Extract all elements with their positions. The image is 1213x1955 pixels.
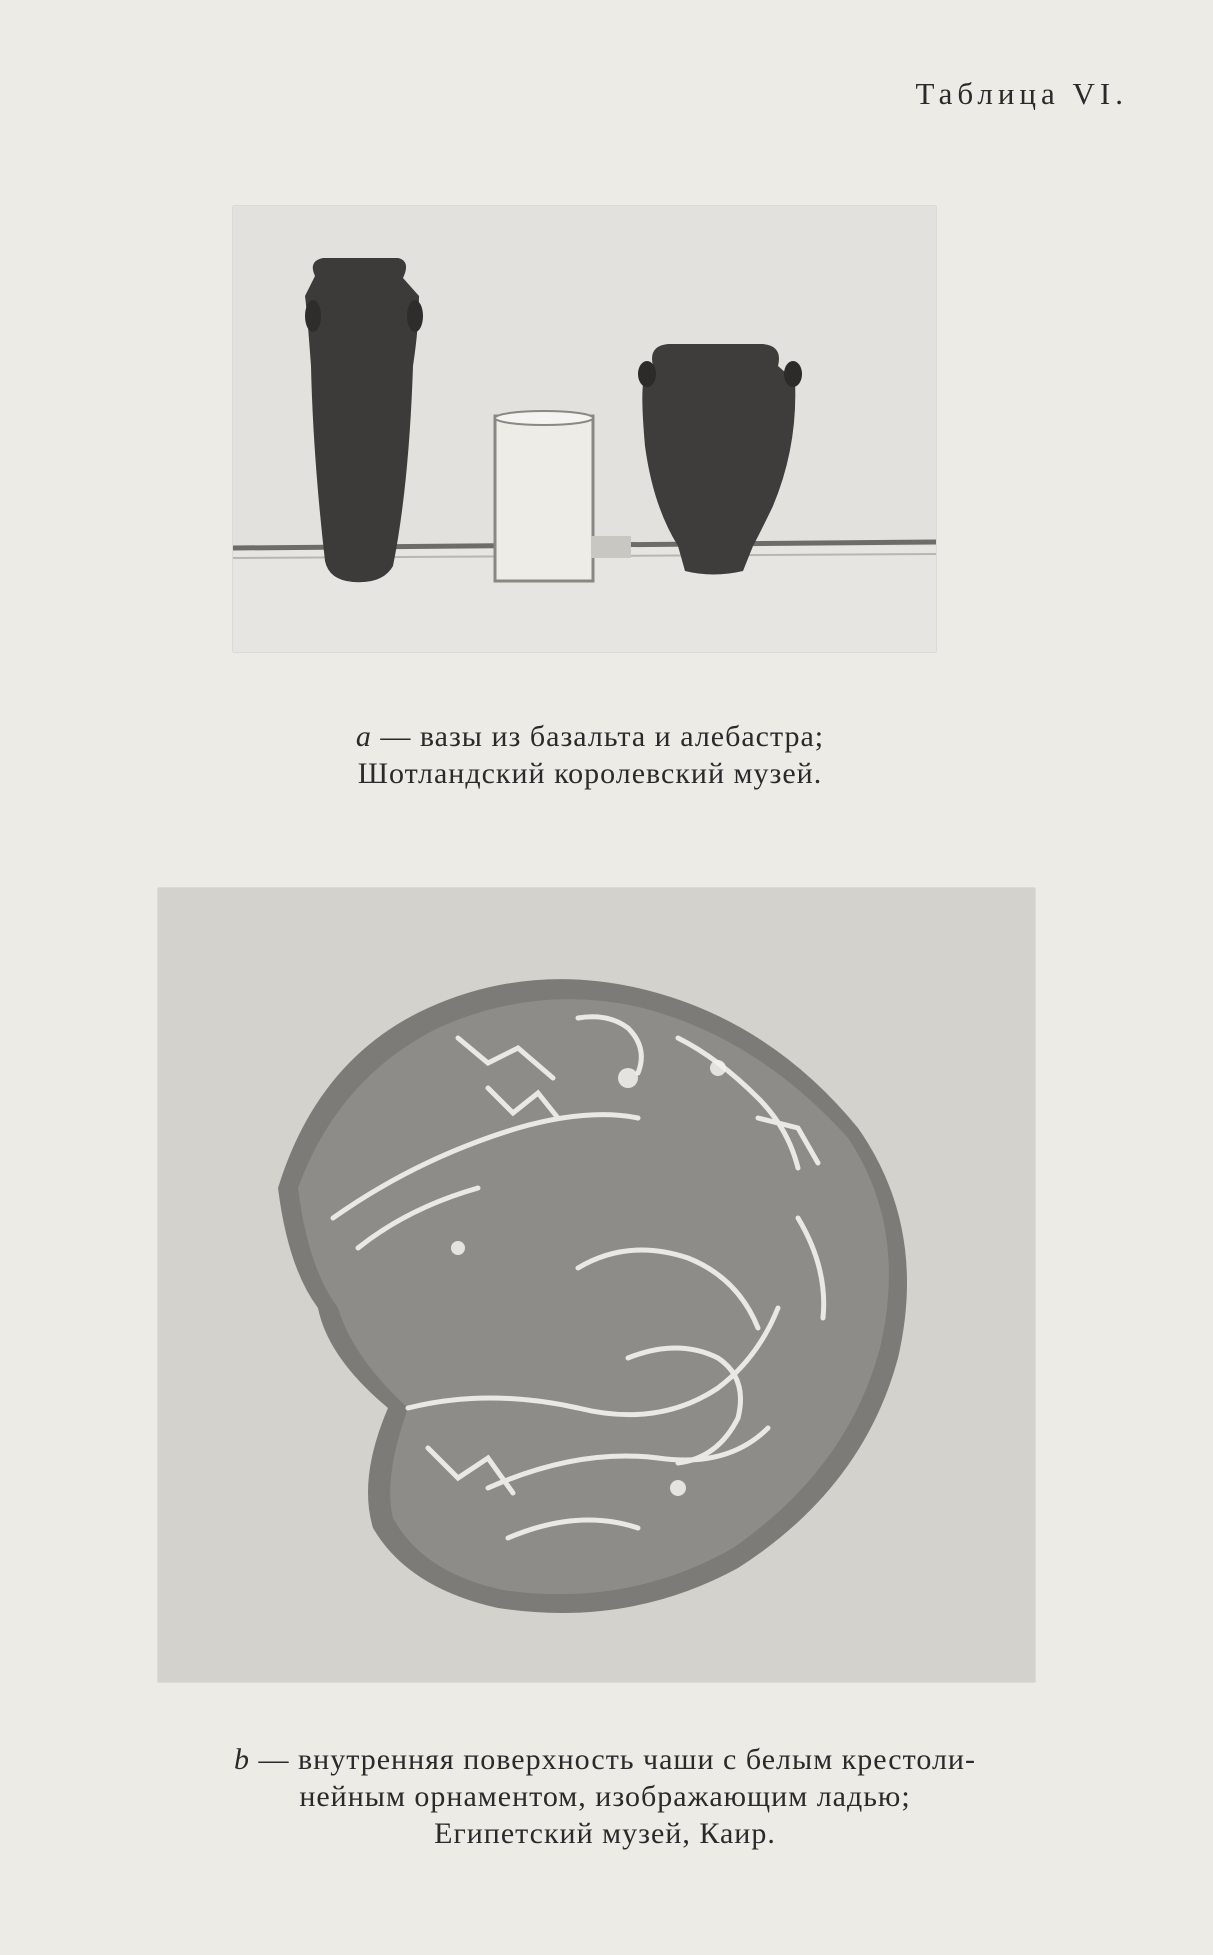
caption-b-letter: b [234,1743,251,1776]
caption-a-line1 [200,718,980,755]
caption-b-line3: Египетский музей, Каир. [434,1817,776,1850]
caption-a-dash: — [371,720,420,753]
bowl-photo [158,888,1035,1682]
vases-illustration [233,206,936,652]
caption-b-dash: — [250,1743,299,1776]
caption-a-letter: a [355,720,372,753]
caption-b-text1: внутренняя поверхность чаши с белым крестоли- [298,1743,976,1776]
vases-photo [233,206,936,652]
caption-a-text1: вазы из базальта и алебастра; [419,720,825,753]
caption-a-line2: Шотландский королевский музей. [357,757,823,790]
caption-a [200,718,980,792]
caption-b [130,1741,1080,1852]
caption-b-line2: нейным орнаментом, изображающим ладью; [299,1780,911,1813]
caption-b-line1 [130,1741,1080,1778]
plate-title: Таблица VI. [915,76,1128,111]
bowl-illustration [158,888,1035,1682]
